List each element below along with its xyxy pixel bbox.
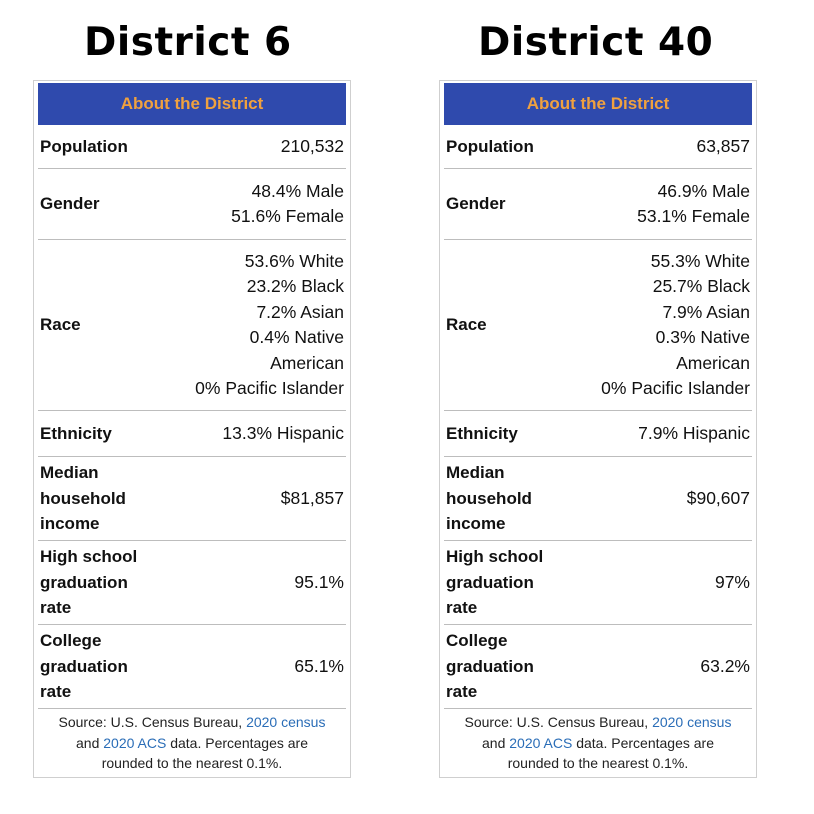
value-line: American — [270, 352, 344, 373]
label-line: rate — [40, 682, 72, 702]
row-label — [444, 628, 534, 705]
value-line: 46.9% Male — [657, 180, 750, 201]
label-line: High school — [40, 547, 138, 567]
source-text: and — [76, 734, 104, 751]
row-label: Population — [446, 136, 534, 156]
row-value: 210,532 — [280, 135, 344, 156]
source-text: rounded to the nearest 0.1%. — [101, 755, 283, 771]
row-population — [444, 125, 752, 169]
row-label — [38, 460, 126, 537]
value-line: 53.6% White — [244, 250, 344, 271]
row-value — [195, 249, 346, 402]
value-line: 0.4% Native — [249, 327, 344, 347]
row-label: Race — [40, 315, 81, 335]
acs-link[interactable]: 2020 ACS — [103, 734, 167, 751]
value-line: 25.7% Black — [652, 276, 750, 296]
acs-link[interactable]: 2020 ACS — [509, 734, 573, 751]
value-line: 55.3% White — [650, 250, 750, 271]
census-link[interactable]: 2020 census — [246, 714, 326, 730]
value-line: 48.4% Male — [251, 180, 344, 201]
value-line: 53.1% Female — [637, 206, 750, 226]
row-value: 13.3% Hispanic — [222, 422, 344, 443]
label-line: rate — [40, 598, 72, 618]
value-line: 0.3% Native — [655, 327, 750, 347]
row-label: Ethnicity — [446, 423, 518, 443]
row-label: Gender — [40, 194, 100, 214]
row-value — [637, 179, 752, 230]
label-line: household — [446, 488, 532, 508]
row-population — [38, 125, 346, 169]
value-line: 0% Pacific Islander — [195, 378, 344, 398]
value-line: 23.2% Black — [246, 276, 344, 296]
value-line: 7.9% Asian — [662, 301, 750, 322]
label-line: rate — [446, 598, 478, 618]
row-label — [444, 544, 543, 621]
value-line: 0% Pacific Islander — [601, 378, 750, 398]
label-line: Median — [446, 463, 505, 483]
census-link[interactable]: 2020 census — [652, 714, 732, 730]
row-race — [38, 240, 346, 411]
label-line: graduation — [40, 572, 128, 592]
card-header — [444, 83, 752, 125]
label-line: Median — [40, 463, 99, 483]
source-text: Source: U.S. Census Bureau, — [58, 714, 247, 730]
label-line: graduation — [446, 656, 534, 676]
source-note — [40, 712, 344, 774]
row-value: 63,857 — [696, 135, 750, 156]
row-gender — [38, 169, 346, 240]
row-value: $81,857 — [280, 487, 344, 508]
row-value: 63.2% — [700, 655, 750, 676]
source-text: Source: U.S. Census Bureau, — [464, 714, 653, 730]
source-text: data. Percentages are — [572, 734, 714, 751]
row-label — [38, 628, 128, 705]
value-line: 7.2% Asian — [256, 301, 344, 322]
row-value: 65.1% — [294, 655, 344, 676]
label-line: College — [40, 631, 102, 651]
label-line: income — [446, 514, 506, 534]
row-label: Ethnicity — [40, 423, 112, 443]
row-high-school-graduation-rate — [38, 541, 346, 625]
row-ethnicity — [444, 411, 752, 457]
row-median-household-income — [444, 457, 752, 541]
row-label — [444, 460, 532, 537]
row-label: Population — [40, 136, 128, 156]
row-value: 95.1% — [294, 571, 344, 592]
row-label: Race — [446, 315, 487, 335]
card-header-title: About the District — [526, 94, 670, 113]
row-ethnicity — [38, 411, 346, 457]
card-header-title: About the District — [120, 94, 264, 113]
label-line: graduation — [40, 656, 128, 676]
label-line: College — [446, 631, 508, 651]
district-40-title: District 40 — [478, 20, 714, 65]
row-value: 97% — [714, 571, 750, 592]
row-value: $90,607 — [686, 487, 750, 508]
row-college-graduation-rate — [38, 625, 346, 709]
row-value: 7.9% Hispanic — [638, 422, 750, 443]
row-race — [444, 240, 752, 411]
label-line: household — [40, 488, 126, 508]
value-line: American — [676, 352, 750, 373]
source-text: and — [482, 734, 510, 751]
district-6-card — [33, 80, 351, 778]
label-line: rate — [446, 682, 478, 702]
label-line: income — [40, 514, 100, 534]
source-text: rounded to the nearest 0.1%. — [507, 755, 689, 771]
source-text: data. Percentages are — [166, 734, 308, 751]
row-value — [601, 249, 752, 402]
row-value — [231, 179, 346, 230]
row-label: Gender — [446, 194, 506, 214]
row-label — [38, 544, 137, 621]
card-header — [38, 83, 346, 125]
label-line: High school — [446, 547, 544, 567]
source-note — [446, 712, 750, 774]
row-gender — [444, 169, 752, 240]
row-college-graduation-rate — [444, 625, 752, 709]
district-40-card — [439, 80, 757, 778]
value-line: 51.6% Female — [231, 206, 344, 226]
district-6-title: District 6 — [84, 20, 292, 65]
label-line: graduation — [446, 572, 534, 592]
row-high-school-graduation-rate — [444, 541, 752, 625]
row-median-household-income — [38, 457, 346, 541]
